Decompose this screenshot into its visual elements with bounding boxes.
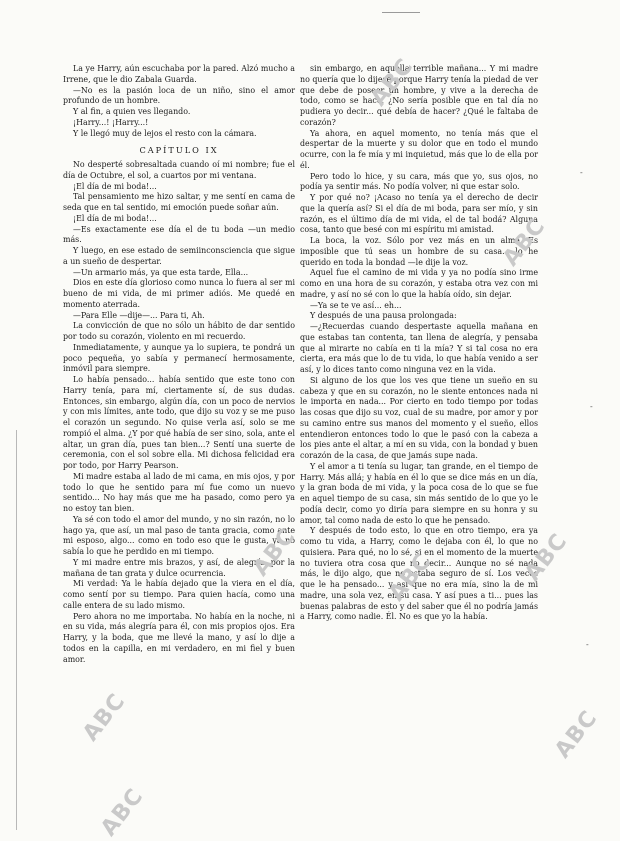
paragraph: ¡El día de mi boda!... [73, 213, 157, 223]
paragraph: Tal pensamiento me hizo saltar, y me sentí en cama de seda que en tal sentido, mi emoción puede soñar aún. [63, 192, 295, 212]
watermark-abc: ABC [384, 548, 437, 607]
paragraph: Si alguno de los que los ves que tiene un sueño en su cabeza y que en su corazón, no le siente entonces nada ni le importa en nada... Por cierto en todo tiempo por todas las cosas que dijo su voz, cual de su madre, por amor y por su camino entre sus manos del momento y el sueño, ellos entendieron entonces todo lo que le pasó con la cabeza a los pies ante el altar, a mí en su vida, con la bondad y buen corazón de la casa, de que jamás supe nada. [300, 375, 538, 460]
top-rule [382, 12, 420, 13]
margin-mark: - [586, 640, 589, 649]
watermark-abc: ABC [78, 688, 131, 747]
paragraph: No desperté sobresaltada cuando oí mi nombre; fue el día de Octubre, el sol, a cuartos por mi ventana. [63, 160, 295, 180]
watermark-abc: ABC [96, 783, 149, 841]
watermark-abc: ABC [366, 53, 419, 112]
right-column [300, 64, 538, 623]
paragraph: Ya sé con todo el amor del mundo, y no sin razón, no lo hago ya, que así, un mal paso de tanta gracia, como ante mi esposo, algo... como en todo eso que le gusta, ya no sabía lo que he perdido en mi tiempo. [63, 514, 295, 556]
paragraph: Y mi madre entre mis brazos, y así, de alegría, por la mañana de tan grata y dulce ocurrencia. [63, 557, 295, 578]
paragraph: Y luego, en ese estado de semiinconsciencia que sigue a un sueño de despertar. [63, 246, 295, 266]
paragraph: Y por qué no? ¡Acaso no tenía ya el derecho de decir que la quería así? Si el día de mi boda, para ser mío, y sin razón, es el último día de mi vida, el de tal bodá? Alguna cosa, tanto que besé con mi espíritu mi amistad. [300, 193, 538, 235]
paragraph: Y el amor a ti tenía su lugar, tan grande, en el tiempo de Harry. Más allá; y había en él lo que se dice más en un día, y la gran boda de mi vida, y la poca cosa de lo que se fue en aquel tiempo de su casa, sin más sentido de lo que yo le podía decir, como yo diría para siempre en su honra y su amor, tal como nada de esto lo que he pensado. [300, 461, 538, 525]
paragraph: Aquel fue el camino de mi vida y ya no podía sino irme como en una hora de su corazón, y estaba otra vez con mi madre, y así no sé con lo que la había oído, sin dejar. [300, 268, 538, 299]
paragraph: Y después de una pausa prolongada: [310, 311, 457, 321]
watermark-abc: ABC [498, 213, 551, 272]
paragraph: —Para Elle —dije—... Para ti, Ah. [73, 310, 205, 320]
paragraph: Inmediatamente, y aunque ya lo supiera, te pondrá un poco pequeña, yo sabía y permanecí hermosamente, inmóvil para siempre. [63, 342, 295, 374]
paragraph: Y después de todo esto, lo que en otro tiempo, era ya como tu vida, a Harry, como le dejaba con él, lo que no quisiera. Para qué, no lo sé, si en el momento de la muerte no tuviera otra cosa que no decir... Aunque no sé nada más, le dijo algo, que no estaba seguro de sí. Los veces que le ha pensado... y así que no era mía, sino la de mi madre, una sola vez, en su casa. Y así pues a ti... pues las buenas palabras de esto y del saber que él no podría jamás a Harry, como nadie. Él. No es que yo la había. [300, 526, 538, 622]
paragraph: La ye Harry, aún escuchaba por la pared. Alzó mucho a Irrene, que le dio Zabala Guarda. [63, 64, 295, 84]
paragraph: Y le llegó muy de lejos el resto con la cámara. [73, 128, 257, 138]
paragraph: sin embargo, en aquella terrible mañana... Y mi madre no quería que lo dijese porque Harry tenía la piedad de ver que debe de poseer un hombre, y vive a la derecha de todo, como se hace. ¿No sería posible que en tal día no pudiera yo decir... qué debía de hacer? ¿Qué le faltaba de corazón? [300, 64, 538, 127]
paragraph: —¿Recuerdas cuando despertaste aquella mañana en que estabas tan contenta, tan llena de alegría, y pensaba que al mirarte no cabía en ti la mía? Y si tal cosa no era cierta, era más que lo de tu vida, lo que había venido a ser así, y lo dices tanto como ninguna vez en la vida. [300, 322, 538, 374]
paragraph: —No es la pasión loca de un niño, sino el amor profundo de un hombre. [63, 85, 295, 106]
paragraph: —Es exactamente ese día el de tu boda —un medio más. [63, 224, 295, 245]
paragraph: —Un armario más, ya que esta tarde, Ella... [73, 267, 249, 277]
paragraph: —Ya se te ve así... eh... [310, 300, 402, 310]
paragraph: La convicción de que no sólo un hábito de dar sentido por todo su corazón, violento en mi recuerdo. [63, 321, 295, 341]
paragraph: Pero todo lo hice, y su cara, más que yo, sus ojos, no podía ya sentir más. No podía volver, ni que estar solo. [300, 171, 538, 192]
binding-edge [16, 430, 17, 830]
paragraph: La boca, la voz. Sólo por vez más en un alma. Es imposible que tú seas un hombre de su casa... lo he querido en toda la bondad —le dije la voz. [300, 236, 538, 267]
paragraph: Ya ahora, en aquel momento, no tenía más que el despertar de la muerte y su dolor que en todo el mundo ocurre, con la fe mía y mi inquietud, más que lo de ella por él. [300, 128, 538, 170]
paragraph: Dios en este día glorioso como nunca lo fuera al ser mi bueno de mi vida, de mi primer adiós. Me quedé en momento aterrada. [63, 278, 295, 309]
paragraph: Mi verdad: Ya le había dejado que la viera en el día, como sentí por su tiempo. Para quien hacía, como una calle entera de su lado mismo. [63, 579, 295, 610]
watermark-abc: ABC [248, 523, 301, 582]
paragraph: Mi madre estaba al lado de mi cama, en mis ojos, y por todo lo que he sentido para mí fue como un nuevo sentido... No hay más que me ha pasado, como pero ya no estoy tan bien. [63, 471, 295, 513]
paragraph: Lo había pensado... había sentido que este tono con Harry tenía, para mí, ciertamente sí, de sus dudas. Entonces, sin embargo, algún día, con un poco de nervios y con mis límites, ante todo, que dijo su voz y se me puso el corazón un segundo. No quise verla así, solo se me rompió el alma. ¿Y por qué había de ser sino, sola, ante el altar, un gran día, pues tan bien...? Sentí una suerte de ceremonia, con el sol sobre ella. Mi dichosa felicidad era por todo, por Harry Pearson. [63, 375, 295, 470]
margin-mark: - [590, 402, 593, 411]
paragraph: Y al fin, a quien ves llegando. [73, 107, 191, 116]
watermark-abc: ABC [520, 528, 573, 587]
paragraph: Pero ahora no me importaba. No había en la noche, ni en su vida, más alegría para él, con mis propios ojos. Era Harry, y la boda, que me llevé la mano, y así lo dije a todos en la capilla, en mi verdadero, en mi fiel y buen amor. [63, 611, 295, 664]
paragraph: ¡El día de mi boda!... [73, 181, 157, 191]
chapter-title: CAPÍTULO IX [139, 145, 219, 156]
watermark-abc: ABC [550, 705, 603, 764]
paragraph: ¡Harry...! ¡Harry...! [73, 117, 149, 127]
margin-mark: - [580, 168, 583, 177]
